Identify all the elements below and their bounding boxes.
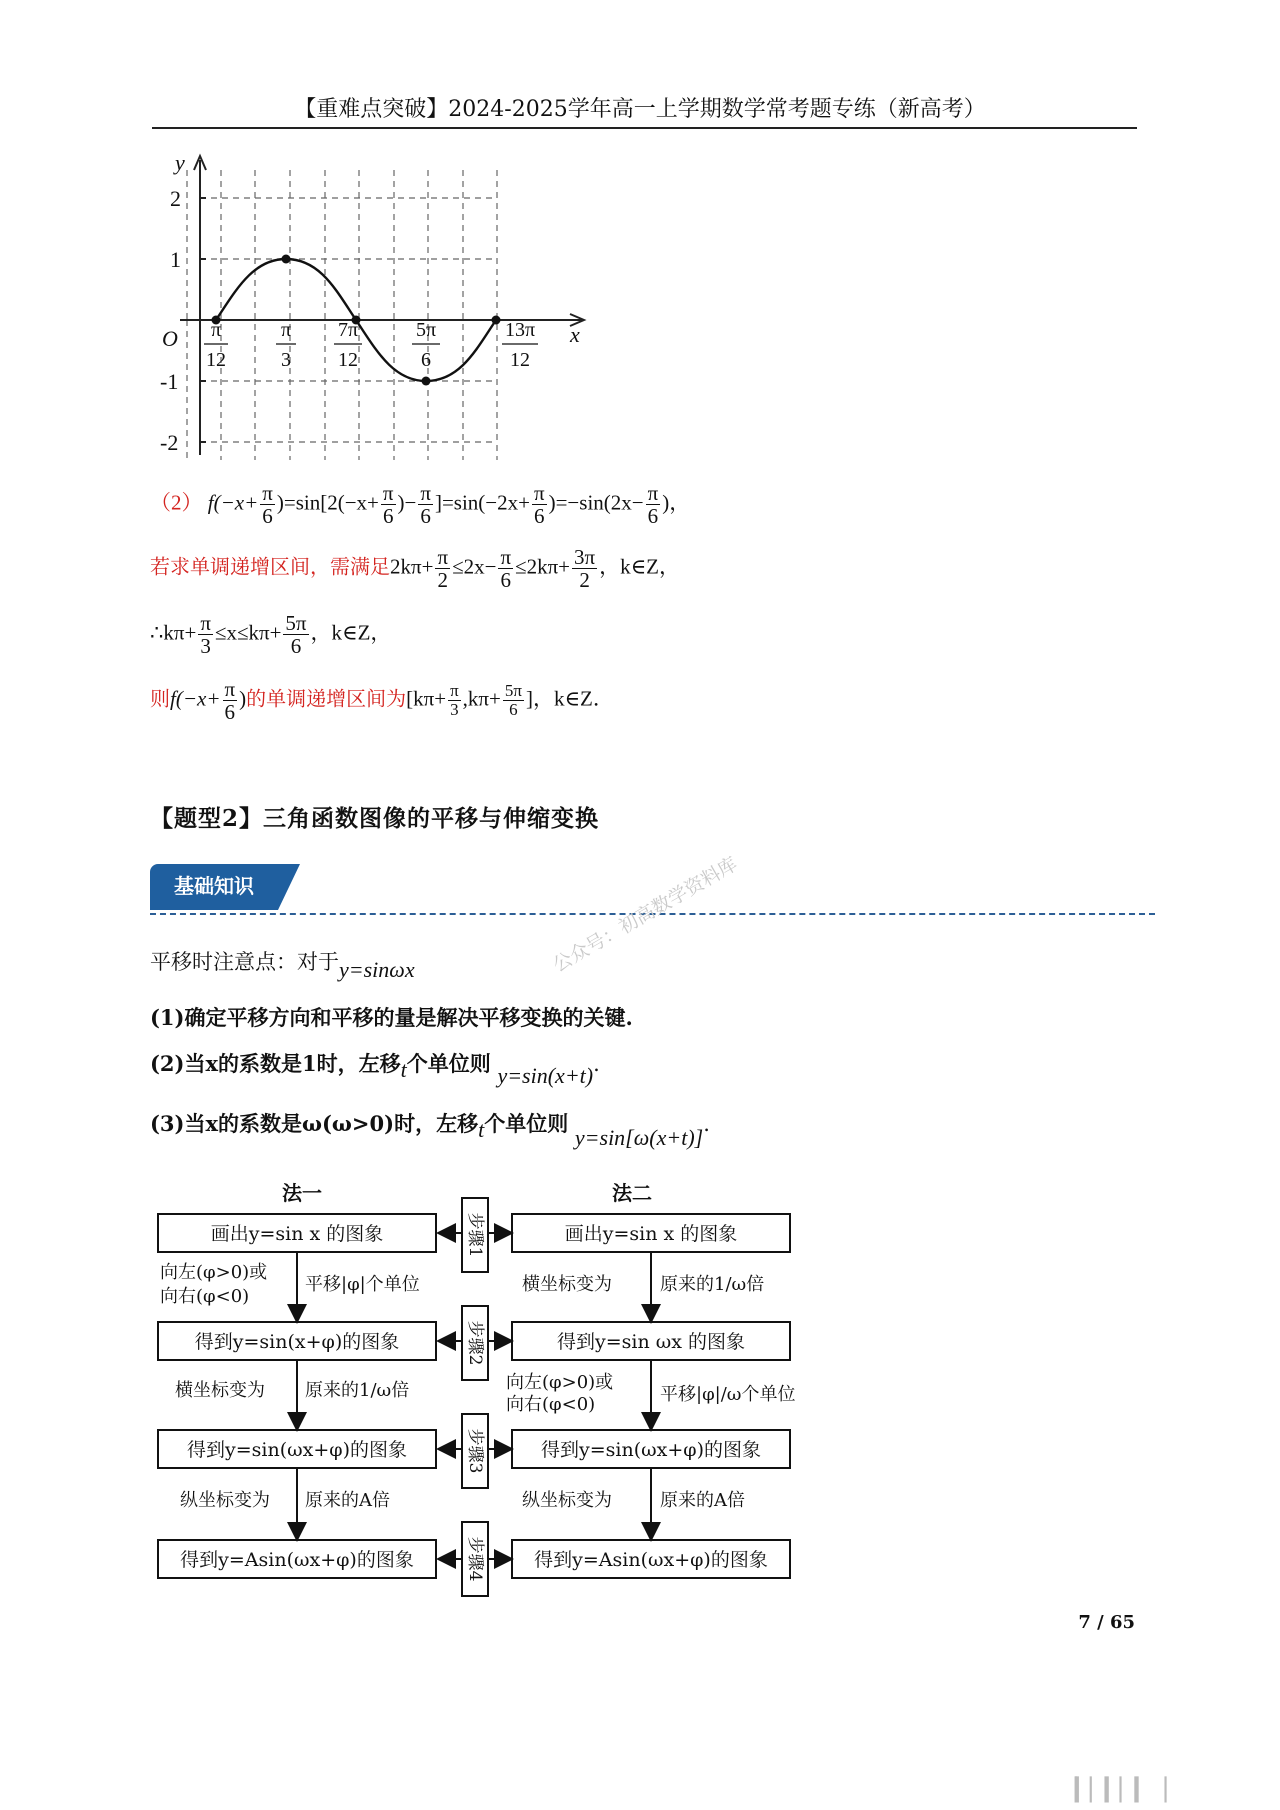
m2-box-2: 得到y=sin ωx 的图象 <box>556 1331 746 1353</box>
page-number: 7 / 65 <box>1078 1612 1135 1633</box>
x-tick-3-den: 12 <box>338 349 358 371</box>
m2-arrow-2-right: 平移|φ|/ω个单位 <box>660 1384 796 1405</box>
page-header: 【重难点突破】2024-2025学年高一上学期数学常考题专练（新高考） <box>294 97 986 122</box>
m1-box-4: 得到y=Asin(ωx+φ)的图象 <box>180 1549 414 1571</box>
y-tick-neg2: -2 <box>160 430 179 455</box>
solution-line-2: 若求单调递增区间，需满足2kπ+ $\frac{\pi}{2}$ ≤2x− $\frac{\pi}{6}$ ≤2kπ+ $\frac{3\pi}{2}$ ，k∈Z， <box>150 545 681 593</box>
m1-box-1: 画出y=sin x 的图象 <box>210 1223 384 1245</box>
m2-box-4: 得到y=Asin(ωx+φ)的图象 <box>534 1549 768 1571</box>
m2-arrow-3-right: 原来的A倍 <box>660 1490 745 1511</box>
m1-arrow-1-left-2: 向右(φ<0) <box>160 1286 250 1307</box>
note-intro: 平移时注意点：对于y=sinωx <box>150 950 415 982</box>
method-1-title: 法一 <box>282 1181 322 1205</box>
m1-box-3: 得到y=sin(ωx+φ)的图象 <box>187 1439 407 1461</box>
x-tick-5-den: 12 <box>510 349 530 371</box>
x-axis-label: x <box>570 322 580 347</box>
x-tick-1-num: π <box>210 319 222 341</box>
m1-arrow-2-right: 原来的1/ω倍 <box>305 1380 410 1401</box>
step-label-1: 步骤1 <box>465 1212 485 1258</box>
m2-box-1: 画出y=sin x 的图象 <box>564 1223 738 1245</box>
transformation-flowchart <box>150 1170 800 1600</box>
section-title: 【题型2】三角函数图像的平移与伸缩变换 <box>150 805 600 832</box>
x-tick-2-num: π <box>280 319 292 341</box>
step-label-4: 步骤4 <box>465 1536 485 1582</box>
y-tick-2: 2 <box>170 186 181 211</box>
point-max <box>282 255 291 264</box>
y-axis-label: y <box>175 150 185 175</box>
m2-arrow-3-left: 纵坐标变为 <box>522 1490 612 1511</box>
solution-line-1: （2） f(−x+ $\frac{\pi}{6}$ )=sin[2(−x+ $\frac{\pi}{6}$ )− $\frac{\pi}{6}$ ]=sin(−2x+ $\frac{\pi}{6}$ )=−sin(2x− $\frac{\pi}{6}$ )， <box>150 481 691 529</box>
m2-arrow-1-right: 原来的1/ω倍 <box>660 1274 765 1295</box>
origin-label: O <box>162 326 178 351</box>
tab-tail <box>278 864 300 910</box>
solution-line-4: 则f(−x+ $\frac{\pi}{6}$ )的单调递增区间为[kπ+ $\frac{\pi}{3}$ ,kπ+ $\frac{5\pi}{6}$ ]，k∈Z． <box>150 677 614 725</box>
sine-graph <box>150 150 600 470</box>
x-tick-3-num: 7π <box>337 319 359 341</box>
x-tick-4-num: 5π <box>415 319 437 341</box>
y-tick-neg1: -1 <box>160 369 179 394</box>
m1-arrow-3-right: 原来的A倍 <box>305 1490 390 1511</box>
method-2-title: 法二 <box>612 1181 652 1205</box>
point-min <box>422 377 431 386</box>
m1-arrow-1-right: 平移|φ|个单位 <box>305 1274 420 1295</box>
m1-arrow-3-left: 纵坐标变为 <box>180 1490 270 1511</box>
m2-arrow-2-left-1: 向左(φ>0)或 <box>506 1372 614 1393</box>
m1-box-2: 得到y=sin(x+φ)的图象 <box>194 1331 400 1353</box>
solution-line-3: ∴kπ+ $\frac{\pi}{3}$ ≤x≤kπ+ $\frac{5\pi}{6}$ ，k∈Z， <box>150 611 392 659</box>
point-13pi-12 <box>492 316 501 325</box>
m1-arrow-2-left: 横坐标变为 <box>175 1380 265 1401</box>
barcode-icon: ▕▎▏▎▏▎▕ <box>1060 1778 1165 1803</box>
m1-arrow-1-left-1: 向左(φ>0)或 <box>160 1262 268 1283</box>
y-tick-1: 1 <box>170 247 181 272</box>
m2-arrow-1-left: 横坐标变为 <box>522 1274 612 1295</box>
knowledge-tab: 基础知识 <box>150 864 278 910</box>
x-tick-1-den: 12 <box>206 349 226 371</box>
watermark: 公众号：初高数学资料库 <box>549 853 742 977</box>
note-3: (3)当x的系数是ω(ω>0)时，左移t个单位则 y=sin[ω(x+t)]. <box>150 1111 710 1150</box>
header-rule <box>152 127 1137 129</box>
step-label-3: 步骤3 <box>465 1428 485 1474</box>
step-label-2: 步骤2 <box>465 1320 485 1366</box>
x-tick-2-den: 3 <box>281 349 291 371</box>
x-tick-5-num: 13π <box>504 319 536 341</box>
m2-arrow-2-left-2: 向右(φ<0) <box>506 1394 596 1415</box>
note-2: (2)当x的系数是1时，左移t个单位则 y=sin(x+t). <box>150 1051 600 1088</box>
m2-box-3: 得到y=sin(ωx+φ)的图象 <box>541 1439 761 1461</box>
x-tick-4-den: 6 <box>421 349 431 371</box>
note-1: (1)确定平移方向和平移的量是解决平移变换的关键. <box>150 1005 633 1030</box>
